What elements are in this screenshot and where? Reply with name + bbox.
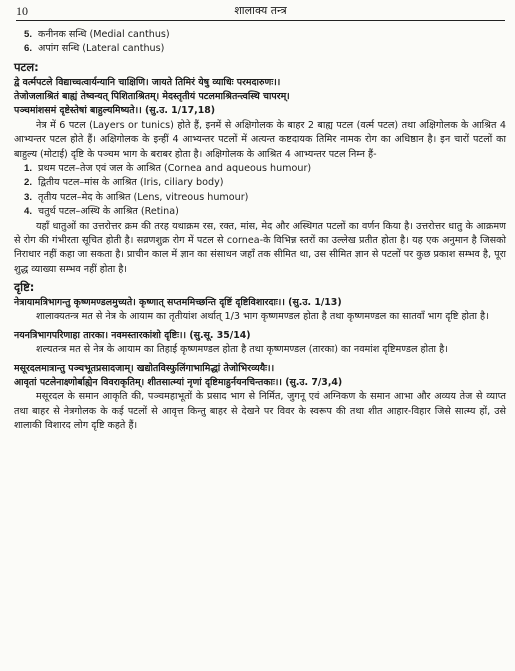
list-text: चतुर्थ पटल–अस्थि के आश्रित (Retina)	[38, 206, 179, 218]
list-text: अपांग सन्धि (Lateral canthus)	[38, 43, 165, 55]
verse-line: द्वे वर्त्मपटले विद्याच्चत्वार्यन्यानि चाक्षिणि। जायते तिमिरं येषु व्याधिः परमदारुणः।।	[14, 76, 281, 88]
verse-line: नेत्रायामत्रिभागन्तु कृष्णमण्डलमुच्यते। कृष्णात् सप्तममिच्छन्ति दृष्टिं दृष्टिविशारदाः।। (सु.उ. 1/13)	[14, 297, 342, 309]
paragraph: मसूरदल के समान आकृति की, पञ्चमहाभूतों के प्रसाद भाग से निर्मित, जुगनू एवं अग्निकण के समान आभा और अव्यय तेज से व्याप्त तथा बाहर से नेत्रगोलक के कई पटलों से आवृत्त किन्तु बाहर से देखने पर विवर के स्वरूप की तथा शीत आहार-विहार जिसे सात्म्य हों, उसे शालाकी विशारद लोग दृष्टि कहते हैं।	[14, 391, 506, 431]
list-number: 6.	[24, 43, 33, 55]
list-text: तृतीय पटल–मेद के आश्रित (Lens, vitreous humour)	[38, 191, 249, 203]
verse-line: तेजोजलाश्रितं बाह्यं तेष्वन्यत् पिशिताश्रितम्। मेदस्तृतीयं पटलमाश्रितन्त्वस्थि चापरम्।	[14, 91, 290, 103]
list-item	[14, 191, 506, 205]
section-heading-drishti: दृष्टि:	[14, 280, 35, 295]
running-title: शालाक्य तन्त्र	[234, 4, 287, 17]
list-item	[14, 162, 506, 176]
list-number: 1.	[24, 162, 33, 174]
list-item	[14, 28, 506, 42]
list-number: 4.	[24, 206, 33, 218]
list-item	[14, 42, 506, 56]
verse-line: मसूरदलमात्रान्तु पञ्चभूतप्रसादजाम्। खद्योतविस्फुलिंगाभामिद्धां तेजोभिरव्ययैः।।	[14, 362, 275, 374]
list-text: द्वितीय पटल–मांस के आश्रित (Iris, ciliary body)	[38, 177, 224, 189]
list-text: कनीनक सन्धि (Medial canthus)	[38, 29, 170, 40]
list-number: 3.	[24, 191, 33, 203]
paragraph: शालाक्यतन्त्र मत से नेत्र के आयाम का तृतीयांश अर्थात् 1/3 भाग कृष्णमण्डल होता है तथा कृष्णमण्डल का सातवाँ भाग दृष्टि होता है।	[36, 311, 489, 323]
list-text: प्रथम पटल–तेज एवं जल के आश्रित (Cornea and aqueous humour)	[38, 162, 312, 174]
page-number: 10	[16, 4, 28, 18]
paragraph: शल्यतन्त्र मत से नेत्र के आयाम का तिहाई कृष्णमण्डल होता है तथा कृष्णमण्डल (तारका) का नवमांश दृष्टिमण्डल होता है।	[36, 344, 448, 356]
verse-line: पञ्चमांशसमं दृष्टेस्तेषां बाहुल्यमिष्यते।। (सु.उ. 1/17,18)	[14, 105, 216, 117]
verse-line: आवृतां पटलेनाक्ष्णोर्बाह्येन विवराकृतिम्। शीतसात्म्यां नृणां दृष्टिमाहुर्नयनचिन्तकाः।। (सु.उ. 7/3,4)	[14, 376, 343, 388]
page-body	[14, 28, 506, 433]
section-heading-patala: पटल:	[14, 59, 39, 74]
list-item	[14, 176, 506, 190]
verse-line: नयनत्रिभागपरिणाहा तारका। नवमस्तारकांशो दृष्टिः।। (सु.सू. 35/14)	[14, 329, 251, 341]
list-number: 2.	[24, 177, 33, 189]
list-item	[14, 205, 506, 219]
page-header	[16, 2, 505, 21]
paragraph: नेत्र में 6 पटल (Layers or tunics) होते हैं, इनमें से अक्षिगोलक के बाहर 2 बाह्य पटल (वर्त्म पटल) तथा अक्षिगोलक के आश्रित 4 आभ्यन्तर पटल होते हैं। अक्षिगोलक के इन्हीं 4 आभ्यन्तर पटलों में अत्यन्त कष्टदायक तिमिर नामक रोग का अधिष्ठान है। इन चारों पटलों का बाहुल्य (मोटाई) दृष्टि के पञ्चम भाग के बराबर होता है। अक्षिगोलक के आश्रित 4 आभ्यन्तर पटल निम्न हैं-	[14, 119, 506, 160]
list-number: 5.	[24, 29, 33, 40]
paragraph: यहाँ धातुओं का उत्तरोत्तर क्रम की तरह यथाक्रम रस, रक्त, मांस, मेद और अस्थिगत पटलों का वर्णन किया है। उत्तरोत्तर धातु के आक्रमण से रोग की गंभीरता सूचित होती है। सव्रणशुक्र रोग में पटल से cornea-के विभिन्न स्तरों का उल्लेख प्रतीत होता है। यह एक अनुमान है जिसको निराधार नहीं कहा जा सकता है। प्राचीन काल में ज्ञान का संसाधन जहाँ तक सीमित था, उस सीमित ज्ञान से पटलों पर कुछ प्रकाश सम्भव है, पूरा शुद्ध व्याख्या सम्भव नहीं होता है।	[14, 220, 506, 275]
